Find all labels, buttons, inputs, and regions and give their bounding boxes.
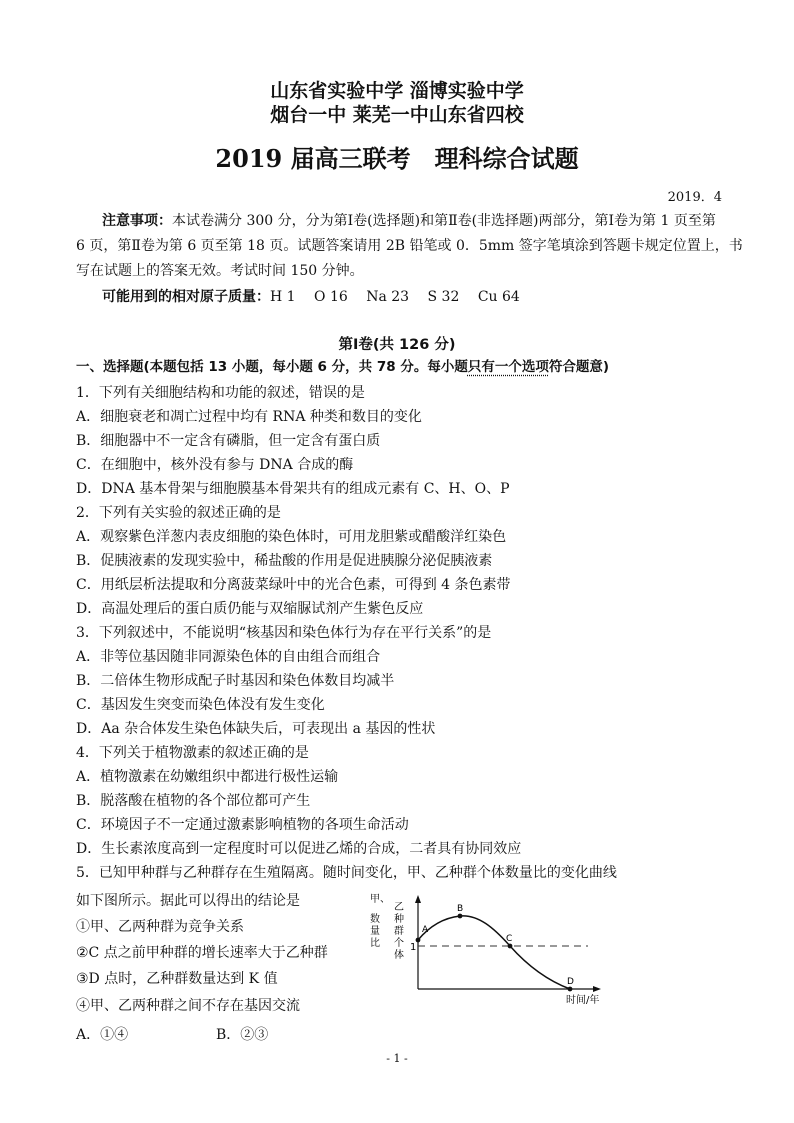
y-label-left-1: 量	[370, 926, 380, 937]
q2-option-b: B．促胰液素的发现实验中，稀盐酸的作用是促进胰腺分泌促胰液素	[76, 553, 493, 569]
q3-option-a: A．非等位基因随非同源染色体的自由组合而组合	[76, 649, 381, 665]
point-b-marker	[458, 914, 463, 919]
q1-option-b: B．细胞器中不一定含有磷脂，但一定含有蛋白质	[76, 433, 381, 449]
school-names-line2: 烟台一中 莱芜一中山东省四校	[270, 104, 524, 126]
y-label-top: 甲、	[370, 894, 390, 905]
notice-label: 注意事项：	[102, 213, 172, 229]
notice-line1	[102, 212, 716, 230]
q2-stem: 2．下列有关实验的叙述正确的是	[76, 505, 281, 521]
point-a-label: A	[422, 925, 429, 935]
point-a-marker	[416, 938, 421, 943]
y-axis-arrow	[415, 895, 421, 903]
point-c-label: C	[506, 934, 513, 944]
q5-stem-line1: 5．已知甲种群与乙种群存在生殖隔离。随时间变化，甲、乙种群个体数量比的变化曲线	[76, 865, 617, 881]
x-axis-arrow	[593, 986, 601, 992]
q4-option-c: C．环境因子不一定通过激素影响植物的各项生命活动	[76, 817, 409, 833]
q4-option-b: B．脱落酸在植物的各个部位都可产生	[76, 793, 311, 809]
point-b-label: B	[457, 904, 464, 914]
instruction-part-a: 一、选择题(本题包括 13 小题，每小题 6 分，共 78 分。每小题	[76, 359, 468, 375]
instruction-emphasis: 只有一个选项	[467, 359, 549, 375]
q5-item-4: ④甲、乙两种群之间不存在基因交流	[76, 998, 300, 1014]
y-label-right-3: 个	[394, 938, 404, 949]
notice-line2: 6 页，第Ⅱ卷为第 6 页至第 18 页。试题答案请用 2B 铅笔或 0．5mm 签字笔填涂到答题卡规定位置上，书	[76, 238, 743, 254]
q5-item-3: ③D 点时，乙种群数量达到 K 值	[76, 971, 278, 987]
section-instruction	[76, 358, 609, 376]
q5-stem-line2: 如下图所示。据此可以得出的结论是	[76, 893, 300, 909]
y-label-right-0: 乙	[394, 902, 404, 913]
point-d-label: D	[567, 977, 574, 987]
population-ratio-figure	[360, 888, 620, 1006]
x-label: 时间/年	[566, 995, 600, 1006]
q1-option-c: C．在细胞中，核外没有参与 DNA 合成的酶	[76, 457, 354, 473]
y-label-left-2: 比	[370, 938, 380, 949]
exam-title: 2019 届高三联考 理科综合试题	[215, 144, 579, 173]
q3-stem: 3．下列叙述中，不能说明“核基因和染色体行为存在平行关系”的是	[76, 625, 492, 641]
q4-option-d: D．生长素浓度高到一定程度时可以促进乙烯的合成，二者具有协同效应	[76, 841, 522, 857]
q5-option-b: B．②③	[216, 1027, 269, 1043]
q1-option-a: A．细胞衰老和凋亡过程中均有 RNA 种类和数目的变化	[76, 409, 422, 425]
exam-date: 2019．4	[667, 190, 722, 205]
school-names-line1: 山东省实验中学 淄博实验中学	[270, 80, 524, 102]
q1-stem: 1．下列有关细胞结构和功能的叙述，错误的是	[76, 385, 365, 401]
notice-line3: 写在试题上的答案无效。考试时间 150 分钟。	[76, 263, 364, 279]
q2-option-a: A．观察紫色洋葱内表皮细胞的染色体时，可用龙胆紫或醋酸洋红染色	[76, 529, 507, 545]
q4-option-a: A．植物激素在幼嫩组织中都进行极性运输	[76, 769, 339, 785]
q4-stem: 4．下列关于植物激素的叙述正确的是	[76, 745, 309, 761]
page-number: - 1 -	[386, 1052, 408, 1065]
q3-option-b: B．二倍体生物形成配子时基因和染色体数目均减半	[76, 673, 395, 689]
y-label-left-0: 数	[370, 914, 380, 925]
q5-option-a: A．①④	[76, 1027, 129, 1043]
point-c-marker	[508, 944, 513, 949]
notice-text1: 本试卷满分 300 分，分为第Ⅰ卷(选择题)和第Ⅱ卷(非选择题)两部分，第Ⅰ卷为第 1 页至第	[172, 213, 716, 229]
y-label-right-4: 体	[394, 950, 404, 961]
q3-option-c: C．基因发生突变而染色体没有发生变化	[76, 697, 325, 713]
q1-option-d: D．DNA 基本骨架与细胞膜基本骨架共有的组成元素有 C、H、O、P	[76, 481, 510, 497]
tick-1: 1	[410, 942, 417, 953]
y-label-right-1: 种	[394, 914, 404, 925]
q2-option-c: C．用纸层析法提取和分离菠菜绿叶中的光合色素，可得到 4 条色素带	[76, 577, 511, 593]
instruction-part-c: 符合题意)	[548, 359, 610, 375]
atomic-mass-line	[102, 288, 520, 306]
q3-option-d: D．Aa 杂合体发生染色体缺失后，可表现出 a 基因的性状	[76, 721, 436, 737]
atomic-mass-label: 可能用到的相对原子质量：	[102, 289, 270, 305]
ratio-curve	[418, 916, 570, 989]
q5-item-2: ②C 点之前甲种群的增长速率大于乙种群	[76, 945, 328, 961]
y-label-right-2: 群	[394, 926, 404, 937]
section-title: 第Ⅰ卷(共 126 分)	[338, 337, 456, 353]
atomic-mass-values: H 1 O 16 Na 23 S 32 Cu 64	[270, 289, 520, 305]
point-d-marker	[568, 987, 573, 992]
q2-option-d: D．高温处理后的蛋白质仍能与双缩脲试剂产生紫色反应	[76, 601, 424, 617]
q5-item-1: ①甲、乙两种群为竞争关系	[76, 919, 244, 935]
